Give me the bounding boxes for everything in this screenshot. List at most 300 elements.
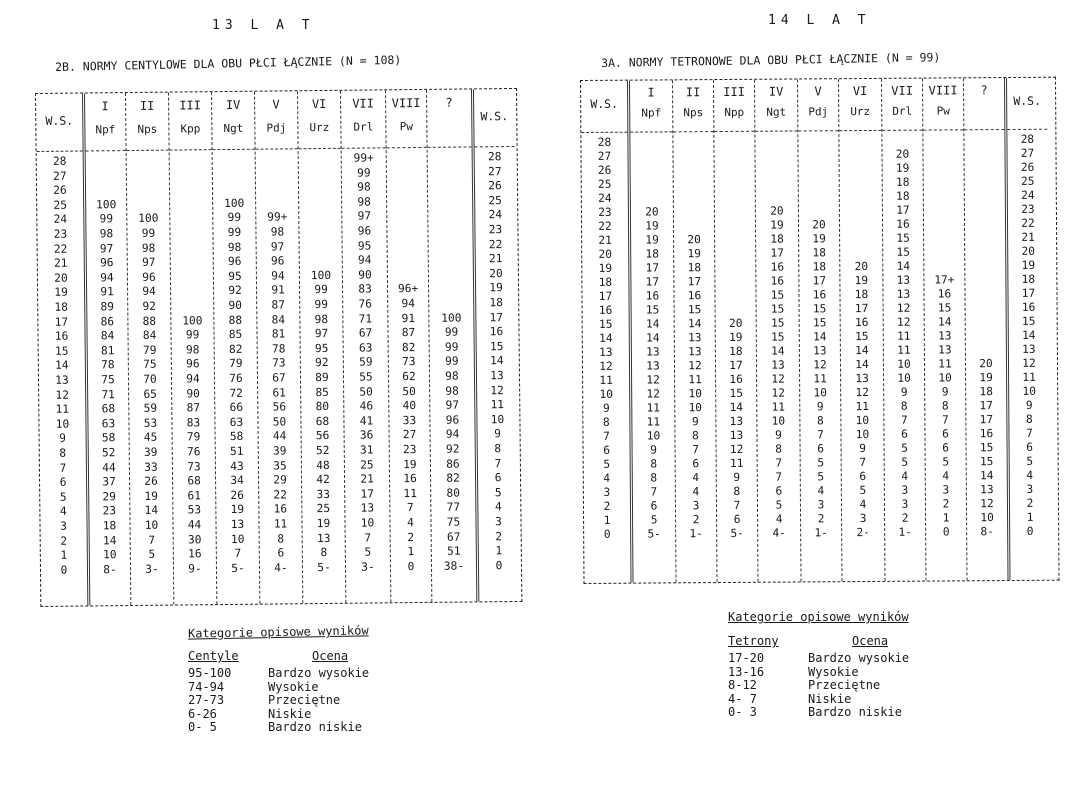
table-cell: 11 — [599, 373, 613, 387]
table-cell: 18 — [854, 287, 869, 302]
table-cell: 26 — [53, 183, 67, 198]
table-cell: 5 — [1026, 454, 1034, 468]
column-roman: VIII — [391, 95, 421, 111]
table-cell: 11 — [1022, 370, 1036, 384]
table-cell: 13 — [729, 428, 744, 442]
legend-rating: Bardzo wysokie — [808, 651, 910, 665]
table-cell: 95 — [314, 341, 329, 355]
table-cell: 5- — [647, 527, 661, 541]
table-cell: 36 — [359, 428, 374, 443]
table-cell: 85 — [228, 328, 243, 342]
table-cell: 10 — [144, 518, 159, 532]
table-cell: 0 — [1026, 524, 1034, 538]
table-cell: 19 — [645, 219, 659, 233]
column-roman: I — [647, 85, 655, 100]
legend-heading: Kategorie opisowe wyników — [187, 623, 369, 641]
table-cell: 28 — [487, 150, 502, 164]
table-cell: 84 — [100, 329, 115, 343]
table-cell: 2 — [901, 511, 909, 525]
table-cell: 5 — [603, 457, 611, 471]
table-column — [474, 89, 519, 601]
table-cell: 76 — [358, 297, 373, 311]
legend-range: 95-100 — [188, 666, 232, 680]
table-cell: 98 — [99, 227, 114, 241]
page-number: 13 L A T — [212, 18, 315, 33]
table-cell: 2 — [60, 534, 68, 548]
table-cell: 25 — [360, 458, 374, 472]
column-header — [212, 92, 255, 150]
table-cell: 10 — [980, 511, 994, 525]
table-cell: 20 — [645, 205, 659, 219]
table-cell: 0 — [60, 563, 68, 577]
table-cell: 18 — [729, 344, 743, 358]
table-cell: 4 — [407, 516, 414, 530]
table-cell: 0 — [495, 558, 503, 572]
table-cell: 92 — [445, 442, 460, 456]
table-cell: 67 — [446, 530, 461, 544]
table-cell: 100 — [223, 196, 245, 210]
table-cell: 31 — [359, 443, 374, 457]
column-roman: IV — [225, 97, 241, 113]
table-cell: 99 — [444, 325, 459, 339]
table-cell: 82 — [401, 340, 416, 354]
legend-rating: Bardzo niskie — [268, 720, 362, 734]
table-cell: 5 — [817, 470, 825, 484]
table-column — [1007, 78, 1051, 580]
table-cell: 25 — [316, 502, 331, 516]
table-cell: 5- — [317, 560, 331, 574]
table-cell: 99 — [444, 340, 459, 354]
table-cell: 7 — [234, 547, 242, 561]
table-cell: 44 — [102, 460, 116, 474]
table-cell: 13 — [813, 344, 827, 358]
table-cell: 94 — [271, 269, 285, 283]
table-cell: 21 — [598, 233, 612, 247]
table-cell: 99 — [314, 297, 329, 312]
table-cell: 12 — [771, 372, 785, 386]
table-cell: 73 — [272, 356, 286, 370]
table-cell: 16 — [598, 303, 613, 317]
table-cell: 19 — [54, 286, 68, 300]
table-cell: 15 — [770, 316, 785, 330]
table-cell: 14 — [729, 400, 744, 414]
table-cell: 68 — [315, 414, 330, 428]
table-cell: 59 — [143, 401, 158, 416]
table-cell: 96 — [142, 270, 156, 284]
legend-rating: Niskie — [808, 691, 852, 706]
table-cell: 16 — [896, 217, 910, 231]
table-cell: 8 — [650, 457, 658, 471]
table-cell: 3 — [901, 483, 909, 497]
table-cell: 17 — [54, 315, 69, 329]
table-cell: 19 — [144, 489, 159, 503]
table-cell: 92 — [315, 356, 329, 370]
legend-range: 74-94 — [188, 679, 225, 694]
table-cell: 2 — [1026, 496, 1034, 510]
legend-row — [188, 681, 369, 695]
table-cell: 13 — [360, 501, 375, 516]
column-abbr: Nps — [137, 122, 158, 136]
table-cell: 99+ — [353, 151, 374, 165]
table-cell: 24 — [53, 213, 68, 227]
table-cell: 10 — [55, 417, 70, 431]
table-cell: 4 — [494, 500, 502, 514]
table-cell: 14 — [896, 259, 911, 273]
column-label: W.S. — [1013, 93, 1042, 108]
table-cell: 6 — [650, 499, 658, 513]
table-cell: 7 — [406, 501, 414, 515]
table-cell: 84 — [142, 328, 157, 343]
table-cell: 16 — [812, 288, 827, 302]
table-cell: 7 — [494, 456, 502, 470]
table-cell: 17 — [1021, 286, 1036, 300]
legend-heading: Kategorie opisowe wyników — [728, 610, 909, 624]
table-cell: 11 — [273, 517, 288, 531]
table-cell: 18 — [896, 189, 910, 203]
table-cell: 14 — [771, 344, 785, 358]
column-label: W.S. — [480, 109, 509, 124]
table-cell: 94 — [142, 285, 156, 299]
legend-col1-header: Tetrony — [728, 634, 779, 648]
legend-range: 6-26 — [188, 706, 217, 721]
table-cell: 39 — [143, 445, 158, 459]
table-cell: 76 — [229, 371, 243, 385]
table-cell: 72 — [229, 386, 243, 400]
table-cell: 15 — [770, 288, 785, 302]
table-cell: 25 — [597, 177, 612, 191]
table-cell: 8 — [650, 471, 658, 485]
table-cell: 52 — [101, 446, 116, 460]
table-cell: 4 — [859, 498, 867, 512]
table-cell: 30 — [187, 532, 202, 547]
table-column — [386, 90, 432, 602]
table-cell: 15 — [896, 245, 910, 259]
column-header — [169, 92, 212, 150]
table-cell: 19 — [812, 232, 826, 246]
column-header — [798, 79, 838, 131]
table-cell: 13 — [771, 358, 785, 372]
table-cell: 19 — [770, 218, 784, 232]
table-cell: 23 — [53, 227, 68, 241]
table-cell: 94 — [401, 297, 416, 311]
table-cell: 27 — [1020, 146, 1035, 160]
table-cell: 4 — [901, 469, 909, 483]
table-cell: 14 — [645, 317, 660, 331]
table-cell: 15 — [979, 441, 994, 455]
table-cell: 96 — [445, 413, 460, 427]
table-cell: 51 — [229, 444, 244, 458]
table-cell: 21 — [53, 256, 68, 270]
table-cell: 14 — [855, 343, 869, 358]
table-cell: 15 — [937, 301, 952, 315]
table-cell: 9 — [59, 432, 67, 446]
table-cell: 11 — [55, 402, 70, 416]
legend-rating: Niskie — [268, 706, 312, 721]
table-cell: 13 — [646, 359, 660, 373]
table-cell: 18 — [645, 247, 659, 261]
table-cell: 5 — [59, 490, 67, 504]
column-roman: III — [179, 98, 202, 113]
table-cell: 2 — [407, 530, 415, 544]
table-cell: 92 — [142, 299, 157, 313]
table-cell: 10 — [599, 387, 613, 401]
table-cell: 39 — [272, 444, 287, 458]
table-cell: 33 — [402, 413, 417, 427]
table-cell: 16 — [770, 260, 785, 274]
legend-range: 8-12 — [728, 678, 757, 692]
table-cell: 6 — [59, 475, 67, 489]
column-header — [255, 91, 298, 149]
table-cell: 56 — [272, 400, 287, 414]
table-cell: 19 — [598, 261, 613, 275]
table-cell: 16 — [645, 289, 660, 303]
table-column — [714, 80, 759, 582]
table-cell: 13 — [55, 373, 69, 387]
table-cell: 42 — [316, 473, 330, 487]
table-cell: 5 — [494, 485, 502, 500]
table-cell: 12 — [55, 388, 69, 402]
table-cell: 16 — [979, 427, 994, 441]
table-cell: 18 — [1021, 272, 1036, 286]
table-cell: 3 — [901, 497, 909, 511]
column-roman: III — [723, 84, 745, 100]
table-cell: 79 — [229, 357, 243, 371]
table-cell: 33 — [316, 487, 331, 501]
table-cell: 27 — [488, 164, 502, 178]
table-cell: 5 — [901, 455, 909, 469]
table-cell: 79 — [142, 343, 157, 357]
table-column — [581, 81, 634, 583]
legend-col1-header: Centyle — [188, 649, 239, 663]
table-cell: 13 — [1022, 342, 1036, 356]
table-cell: 23 — [598, 205, 612, 219]
table-cell: 8 — [494, 442, 502, 456]
table-cell: 4- — [274, 561, 288, 575]
table-cell: 63 — [358, 341, 373, 355]
table-cell: 18 — [687, 261, 702, 275]
column-label: W.S. — [590, 96, 619, 111]
table-cell: 3 — [859, 512, 867, 526]
table-cell: 98 — [227, 240, 242, 254]
table-cell: 15 — [687, 303, 702, 317]
legend-rating: Bardzo wysokie — [268, 666, 370, 680]
table-cell: 22 — [1021, 216, 1035, 230]
table-cell: 17 — [360, 487, 375, 501]
table-cell: 99 — [445, 354, 459, 369]
table-cell: 16 — [687, 289, 702, 303]
table-cell: 18 — [489, 296, 504, 310]
table-cell: 17 — [979, 399, 994, 413]
table-cell: 99 — [314, 283, 328, 297]
table-cell: 7 — [692, 443, 700, 457]
table-cell: 2 — [603, 499, 611, 513]
table-cell: 13 — [938, 343, 952, 357]
table-cell: 16 — [403, 472, 417, 486]
table-cell: 68 — [101, 402, 116, 416]
table-cell: 14 — [1021, 328, 1036, 342]
table-cell: 3 — [603, 485, 611, 499]
table-cell: 25 — [53, 198, 67, 212]
table-column — [298, 91, 346, 603]
table-cell: 10 — [688, 401, 703, 415]
table-cell: 9 — [691, 415, 699, 429]
table-cell: 19 — [687, 247, 701, 261]
table-cell: 6 — [277, 546, 285, 560]
table-cell: 13 — [688, 331, 702, 345]
table-cell: 78 — [101, 358, 115, 372]
column-roman: V — [272, 97, 280, 112]
table-cell: 71 — [101, 387, 115, 401]
table-cell: 15 — [855, 329, 869, 344]
table-cell: 10 — [897, 371, 911, 385]
table-cell: 5 — [148, 547, 156, 562]
table-cell: 56 — [315, 429, 330, 443]
table-cell: 70 — [143, 372, 157, 386]
table-cell: 14 — [102, 533, 117, 547]
table-cell: 1 — [1026, 510, 1034, 524]
table-cell: 2 — [692, 513, 700, 527]
table-cell: 24 — [488, 208, 503, 222]
table-cell: 12 — [646, 373, 660, 387]
column-abbr: Pdj — [266, 121, 287, 135]
legend-range: 0- 3 — [728, 705, 757, 719]
table-cell: 0 — [603, 527, 611, 541]
legend-rating: Przeciętne — [268, 693, 341, 707]
table-cell: 98 — [357, 195, 371, 209]
table-cell: 7 — [775, 470, 783, 484]
table-cell: 97 — [445, 398, 460, 412]
table-cell: 10 — [897, 357, 911, 371]
table-cell: 12 — [896, 301, 911, 315]
table-cell: 19 — [645, 233, 659, 247]
table-cell: 10 — [1022, 384, 1036, 398]
table-cell: 17 — [854, 301, 869, 316]
table-cell: 19 — [230, 503, 245, 517]
table-cell: 18 — [102, 519, 117, 533]
table-cell: 16 — [489, 325, 504, 339]
table-cell: 97 — [99, 241, 114, 255]
column-abbr: Pw — [936, 104, 950, 118]
table-cell: 90 — [358, 268, 372, 282]
column-header — [126, 93, 169, 151]
table-cell: 61 — [272, 385, 286, 400]
column-abbr: Drl — [353, 120, 374, 134]
table-cell: 44 — [187, 518, 202, 532]
table-cell: 11 — [646, 415, 661, 429]
table-cell: 96 — [270, 254, 285, 268]
table-cell: 17+ — [934, 273, 955, 287]
table-cell: 7 — [148, 533, 156, 547]
legend — [188, 625, 369, 735]
legend-range: 27-73 — [188, 693, 225, 707]
table-cell: 96 — [357, 224, 372, 238]
column-header — [341, 90, 386, 148]
table-cell: 16 — [1021, 300, 1036, 314]
table-cell: 99 — [357, 166, 371, 180]
table-cell: 62 — [402, 370, 416, 384]
table-cell: 13 — [230, 517, 245, 531]
table-cell: 6 — [1026, 440, 1033, 454]
table-cell: 91 — [100, 285, 114, 299]
norms-table — [35, 88, 522, 607]
table-cell: 1 — [942, 511, 950, 525]
table-cell: 88 — [142, 314, 157, 328]
table-cell: 94 — [186, 372, 200, 386]
legend-rating: Wysokie — [268, 679, 319, 694]
table-cell: 22 — [53, 242, 68, 256]
table-cell: 18 — [598, 275, 613, 289]
table-cell: 16 — [770, 274, 785, 288]
table-cell: 51 — [447, 544, 461, 558]
table-cell: 22 — [598, 219, 612, 233]
table-cell: 15 — [598, 317, 613, 331]
table-cell: 13 — [938, 329, 952, 343]
table-cell: 1 — [495, 544, 503, 558]
column-abbr: Ngt — [766, 105, 787, 119]
table-cell: 26 — [597, 163, 612, 177]
table-cell: 100 — [138, 212, 159, 226]
column-header — [581, 81, 627, 133]
legend-rating: Przeciętne — [808, 678, 881, 692]
table-cell: 12 — [896, 315, 911, 329]
table-cell: 35 — [273, 458, 287, 473]
table-cell: 9 — [941, 385, 949, 399]
table-cell: 5 — [775, 498, 783, 512]
table-cell: 98 — [270, 225, 285, 239]
table-cell: 21 — [1021, 230, 1035, 244]
table-cell: 8 — [775, 442, 783, 456]
table-cell: 12 — [646, 387, 660, 401]
table-cell: 7 — [859, 456, 867, 470]
table-cell: 18 — [895, 175, 910, 189]
table-cell: 99 — [99, 212, 114, 226]
table-cell: 87 — [401, 326, 416, 340]
table-cell: 17 — [645, 261, 660, 275]
table-cell: 73 — [402, 355, 416, 369]
column-abbr: Urz — [850, 104, 871, 119]
table-cell: 26 — [1020, 160, 1035, 174]
table-cell: 96+ — [397, 282, 419, 296]
table-cell: 1- — [814, 526, 828, 540]
legend-row — [188, 721, 369, 735]
table-cell: 17 — [770, 246, 784, 260]
table-cell: 100 — [441, 311, 462, 325]
table-cell: 14 — [599, 331, 613, 345]
table-cell: 75 — [446, 515, 461, 529]
table-cell: 14 — [646, 331, 660, 345]
table-cell: 14 — [855, 357, 869, 372]
table-cell: 11 — [771, 400, 786, 414]
table-cell: 53 — [143, 416, 158, 430]
table-cell: 4 — [692, 485, 700, 499]
table-cell: 98 — [445, 369, 459, 383]
column-abbr: Pw — [399, 120, 414, 134]
table-cell: 4 — [942, 469, 950, 483]
table-cell: 4 — [603, 471, 611, 485]
table-cell: 6 — [942, 441, 949, 455]
table-cell: 8 — [59, 446, 67, 460]
table-cell: 19 — [316, 516, 331, 531]
table-cell: 6 — [494, 471, 502, 485]
table-cell: 37 — [102, 475, 116, 489]
column-abbr: Drl — [892, 104, 913, 118]
table-cell: 50 — [272, 415, 287, 429]
table-cell: 3- — [145, 562, 159, 576]
table-cell: 6 — [901, 427, 908, 441]
table-cell: 85 — [315, 385, 329, 399]
table-cell: 12 — [813, 358, 827, 372]
table-column — [964, 78, 1011, 580]
